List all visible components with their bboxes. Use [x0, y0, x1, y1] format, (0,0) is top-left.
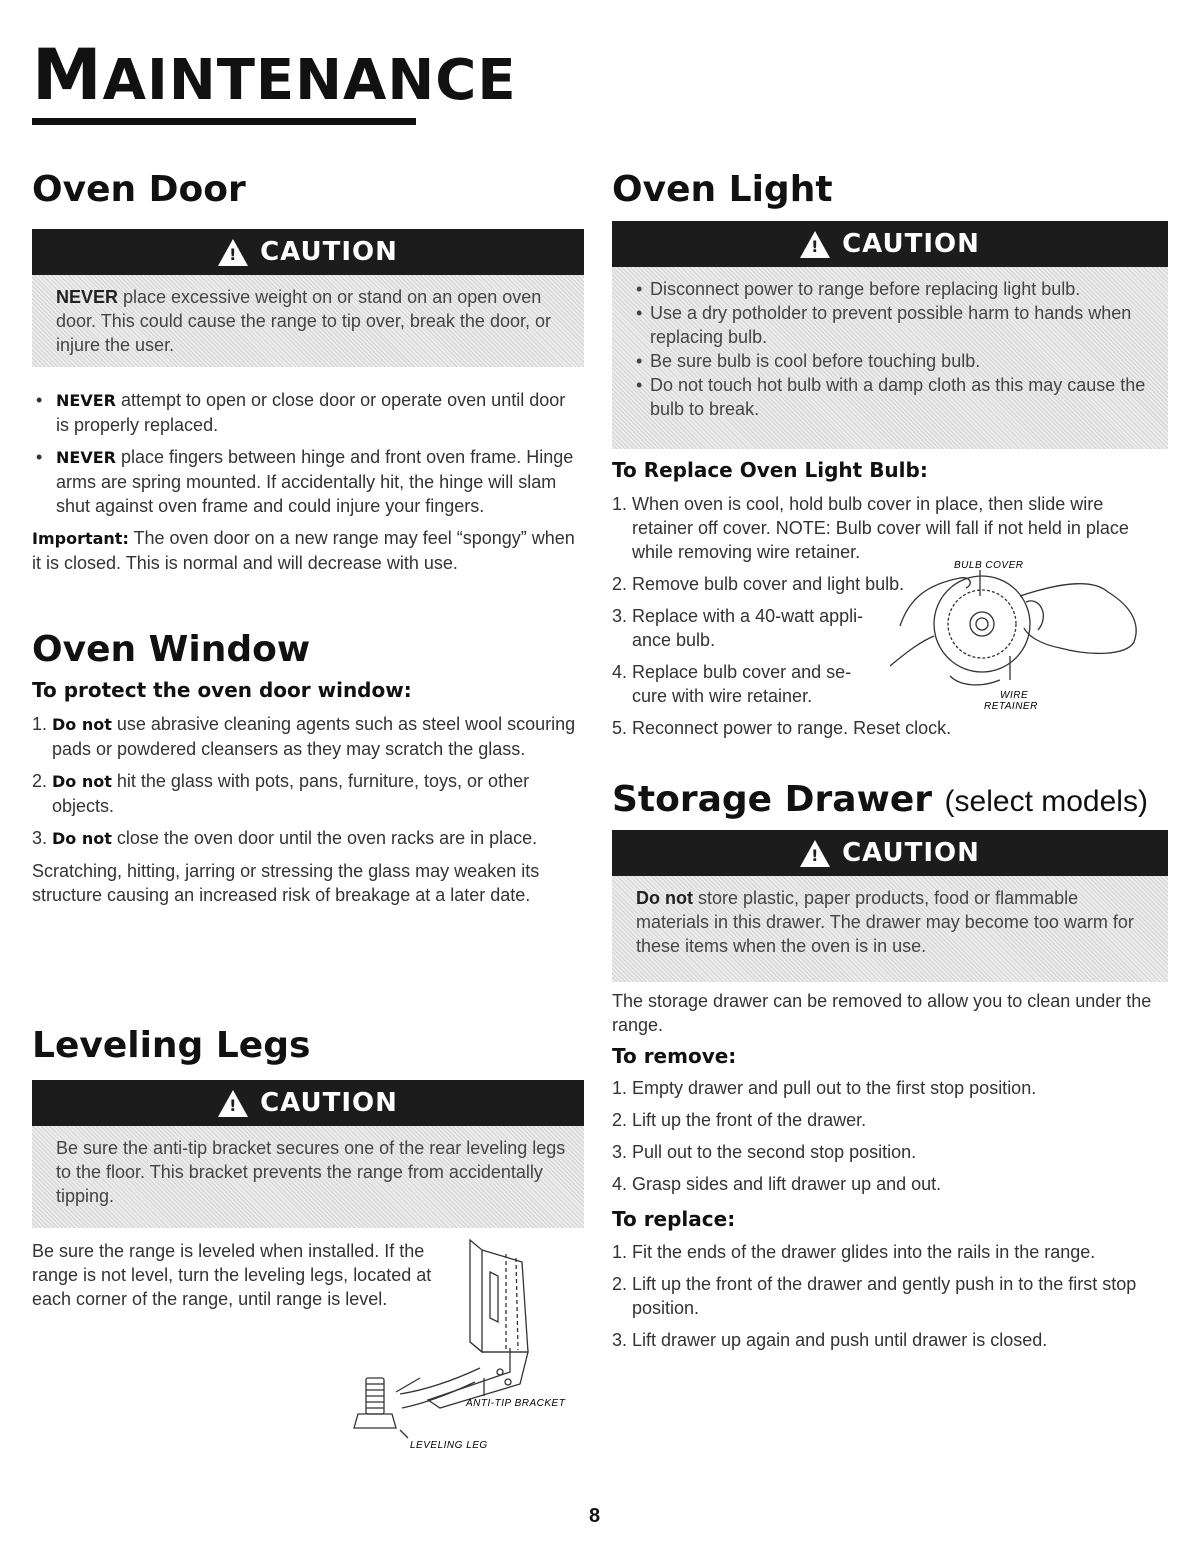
page-title-initial: M: [32, 34, 103, 116]
item-bold: Do not: [52, 772, 112, 791]
retainer-label: RETAINER: [984, 701, 1038, 712]
caution-bold: Do not: [636, 888, 693, 908]
warning-triangle-icon: !: [800, 231, 830, 258]
warning-triangle-icon: !: [218, 1090, 248, 1117]
caution-label: CAUTION: [842, 229, 980, 259]
bullet-bold: NEVER: [56, 391, 116, 410]
oven-window-paragraph: Scratching, hitting, jarring or stressing the glass may weaken its structure causing an increased risk of breakage at a later date.: [32, 861, 540, 905]
step-text: Pull out to the second stop position.: [632, 1142, 917, 1162]
step-number: 1.: [612, 1078, 628, 1098]
step-number: 2.: [612, 1274, 628, 1294]
oven-door-caution-box: [32, 229, 584, 369]
page-number: 8: [588, 1505, 601, 1527]
step-text: Lift drawer up again and push until drawer is closed.: [632, 1330, 1048, 1350]
step-number: 2.: [612, 1110, 628, 1130]
replace-subheading: To replace:: [612, 1207, 736, 1231]
list-item: [32, 388, 580, 437]
important-label: Important:: [32, 529, 129, 548]
step-number: 2.: [612, 574, 628, 594]
replace-bulb-subheading: To Replace Oven Light Bulb:: [612, 458, 928, 482]
storage-drawer-subtitle: (select models): [944, 785, 1148, 818]
list-item: [612, 1076, 1168, 1100]
warning-triangle-icon: !: [218, 239, 248, 266]
step-text: Fit the ends of the drawer glides into the rails in the range.: [632, 1242, 1096, 1262]
remove-list: [612, 1076, 1168, 1196]
caution-text: [612, 876, 1168, 982]
storage-drawer-caution-box: [612, 830, 1168, 982]
bulb-cover-label: BULB COVER: [954, 560, 1024, 571]
leveling-legs-caution-box: [32, 1080, 584, 1228]
list-item: [32, 826, 580, 851]
list-item: [612, 660, 882, 708]
wire-label: WIRE: [1000, 690, 1029, 701]
step-number: 3.: [612, 606, 628, 626]
list-item: [612, 716, 1168, 740]
important-note: [32, 526, 580, 575]
page-title-rest: AINTENANCE: [102, 48, 517, 113]
step-number: 1.: [612, 1242, 628, 1262]
storage-drawer-intro: The storage drawer can be removed to allow you to clean under the range.: [612, 991, 1152, 1035]
item-bold: Do not: [52, 829, 112, 848]
list-item: • Use a dry potholder to prevent possible harm to hands when replacing bulb.: [636, 301, 1154, 349]
leveling-legs-paragraph: Be sure the range is leveled when installed. If the range is not level, turn the leveling legs, located at each corner of the range, until range is level.: [32, 1241, 432, 1309]
caution-bold: NEVER: [56, 287, 119, 307]
step-text: When oven is cool, hold bulb cover in place, then slide wire retainer off cover. NOTE: Bulb cover will fall if not held in place while removing wire retainer.: [632, 494, 1129, 562]
caution-label: CAUTION: [260, 237, 398, 267]
oven-door-content: [32, 388, 580, 575]
list-item: [612, 1108, 1168, 1132]
item-bold: Do not: [52, 715, 112, 734]
caution-bar: [612, 830, 1168, 876]
list-item: [612, 492, 1168, 564]
list-item: [32, 712, 580, 761]
list-item: • Be sure bulb is cool before touching bulb.: [636, 349, 1154, 373]
remove-steps: [612, 1076, 1168, 1204]
oven-window-content: [32, 712, 580, 907]
caution-body: place excessive weight on or stand on an open oven door. This could cause the range to tip over, break the door, or injure the user.: [56, 287, 551, 355]
bulb-cover-illustration: [890, 556, 1150, 714]
important-text: The oven door on a new range may feel “spongy” when it is closed. This is normal and will decrease with use.: [32, 528, 575, 573]
list-item: [32, 445, 580, 518]
step-text: Reconnect power to range. Reset clock.: [632, 718, 952, 738]
caution-bar: [32, 229, 584, 275]
bullet-bold: NEVER: [56, 448, 116, 467]
storage-drawer-title: Storage Drawer: [612, 779, 932, 820]
step-text: Remove bulb cover and light bulb.: [632, 574, 905, 594]
bullet-text: place fingers between hinge and front oven frame. Hinge arms are spring mounted. If accidentally hit, the hinge will slam shut against oven frame and could injure your fingers.: [56, 447, 574, 516]
list-item: [32, 769, 580, 818]
list-item: [612, 572, 932, 596]
item-text: use abrasive cleaning agents such as steel wool scouring pads or powdered cleansers as they may scratch the glass.: [52, 714, 576, 759]
oven-light-caution-box: [612, 221, 1168, 449]
replace-steps: [612, 1240, 1168, 1360]
item-text: hit the glass with pots, pans, furniture, toys, or other objects.: [52, 771, 530, 816]
oven-light-heading: Oven Light: [612, 169, 833, 210]
step-text: Lift up the front of the drawer.: [632, 1110, 867, 1130]
caution-body: store plastic, paper products, food or flammable materials in this drawer. The drawer may become too warm for these items when the oven is in use.: [636, 888, 1134, 956]
step-number: 5.: [612, 718, 628, 738]
leveling-leg-label: LEVELING LEG: [410, 1440, 488, 1451]
caution-text: Be sure the anti-tip bracket secures one of the rear leveling legs to the floor. This bracket prevents the range from accidentally tipping.: [32, 1126, 584, 1228]
item-number: 2.: [32, 771, 48, 791]
anti-tip-bracket-label: ANTI-TIP BRACKET: [466, 1398, 566, 1409]
caution-label: CAUTION: [260, 1088, 398, 1118]
step-text: Lift up the front of the drawer and gently push in to the first stop position.: [632, 1274, 1137, 1318]
caution-label: CAUTION: [842, 838, 980, 868]
step-number: 1.: [612, 494, 628, 514]
oven-window-heading: Oven Window: [32, 629, 311, 670]
step-number: 3.: [612, 1142, 628, 1162]
item-number: 1.: [32, 714, 48, 734]
bullet-text: attempt to open or close door or operate oven until door is properly replaced.: [56, 390, 566, 435]
warning-triangle-icon: !: [800, 840, 830, 867]
step-number: 4.: [612, 662, 628, 682]
step-number: 4.: [612, 1174, 628, 1194]
oven-door-heading: Oven Door: [32, 169, 246, 210]
list-item: [612, 1240, 1168, 1264]
caution-list: [612, 267, 1168, 449]
step-text: Empty drawer and pull out to the first stop position.: [632, 1078, 1037, 1098]
caution-bar: [32, 1080, 584, 1126]
anti-tip-bracket-illustration: [330, 1232, 590, 1454]
list-item: [612, 1140, 1168, 1164]
oven-window-subheading: To protect the oven door window:: [32, 678, 412, 702]
list-item: [612, 1172, 1168, 1196]
step-number: 3.: [612, 1330, 628, 1350]
item-number: 3.: [32, 828, 48, 848]
step-text: Grasp sides and lift drawer up and out.: [632, 1174, 942, 1194]
list-item: [612, 1328, 1168, 1352]
list-item: [612, 604, 882, 652]
title-underline: [32, 118, 416, 125]
item-text: close the oven door until the oven racks are in place.: [111, 828, 538, 848]
page-title: [32, 34, 517, 116]
oven-door-bullets: [32, 388, 580, 518]
step-text: Replace with a 40-watt appli-ance bulb.: [632, 606, 864, 650]
caution-text: [32, 275, 584, 367]
list-item: • Disconnect power to range before replacing light bulb.: [636, 277, 1154, 301]
step-text: Replace bulb cover and se-cure with wire retainer.: [632, 662, 852, 706]
storage-drawer-heading: [612, 779, 1148, 820]
remove-subheading: To remove:: [612, 1044, 737, 1068]
oven-window-list: [32, 712, 580, 851]
replace-list: [612, 1240, 1168, 1352]
list-item: [612, 1272, 1168, 1320]
list-item: • Do not touch hot bulb with a damp cloth as this may cause the bulb to break.: [636, 373, 1154, 421]
leveling-legs-heading: Leveling Legs: [32, 1025, 311, 1066]
caution-bar: [612, 221, 1168, 267]
